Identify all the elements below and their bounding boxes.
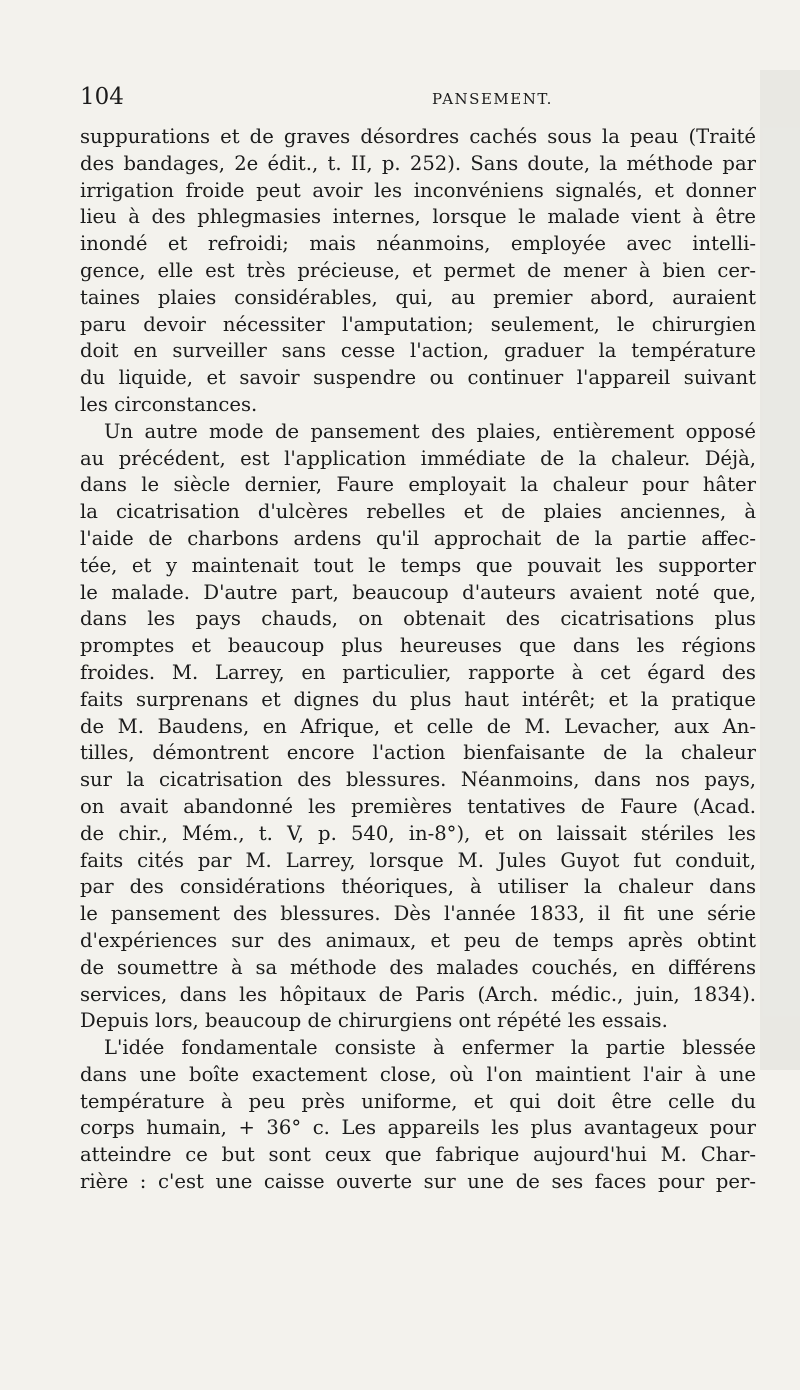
text-line: inondé et refroidi; mais néanmoins, employée avec intelli- (80, 232, 756, 256)
text-line: services, dans les hôpitaux de Paris (Arch. médic., juin, 1834). (80, 982, 756, 1006)
text-line: dans une boîte exactement close, où l'on maintient l'air à une (80, 1062, 756, 1086)
page-number: 104 (80, 84, 124, 110)
text-line: atteindre ce but sont ceux que fabrique aujourd'hui M. Char- (80, 1143, 756, 1167)
show-through-shadow (760, 70, 800, 1070)
text-line: rière : c'est une caisse ouverte sur une de ses faces pour per- (80, 1170, 756, 1194)
text-line: dans le siècle dernier, Faure employait la chaleur pour hâter (80, 473, 756, 497)
text-line: doit en surveiller sans cesse l'action, graduer la température (80, 339, 756, 363)
text-line: du liquide, et savoir suspendre ou continuer l'appareil suivant (80, 366, 756, 390)
text-line: faits cités par M. Larrey, lorsque M. Jules Guyot fut conduit, (80, 848, 756, 872)
text-line: Un autre mode de pansement des plaies, entièrement opposé (104, 419, 756, 443)
text-line: L'idée fondamentale consiste à enfermer la partie blessée (104, 1036, 756, 1060)
text-line: tée, et y maintenait tout le temps que pouvait les supporter (80, 553, 756, 577)
text-line: sur la cicatrisation des blessures. Néanmoins, dans nos pays, (80, 768, 756, 792)
text-line: le pansement des blessures. Dès l'année 1833, il fit une série (80, 902, 756, 926)
text-line: d'expériences sur des animaux, et peu de temps après obtint (80, 928, 756, 952)
text-line: de M. Baudens, en Afrique, et celle de M. Levacher, aux An- (80, 714, 756, 738)
page-header (80, 84, 756, 114)
text-line: irrigation froide peut avoir les inconvéniens signalés, et donner (80, 178, 756, 202)
text-line: taines plaies considérables, qui, au premier abord, auraient (80, 285, 756, 309)
text-line: de chir., Mém., t. V, p. 540, in-8°), et on laissait stériles les (80, 821, 756, 845)
text-line: Depuis lors, beaucoup de chirurgiens ont répété les essais. (80, 1009, 668, 1033)
body-text (80, 124, 756, 1196)
text-line: l'aide de charbons ardens qu'il approchait de la partie affec- (80, 526, 756, 550)
text-line: froides. M. Larrey, en particulier, rapporte à cet égard des (80, 660, 756, 684)
text-line: gence, elle est très précieuse, et permet de mener à bien cer- (80, 258, 756, 282)
text-line: au précédent, est l'application immédiate de la chaleur. Déjà, (80, 446, 756, 470)
text-line: corps humain, + 36° c. Les appareils les plus avantageux pour (80, 1116, 756, 1140)
text-line: tilles, démontrent encore l'action bienfaisante de la chaleur (80, 741, 756, 765)
text-line: lieu à des phlegmasies internes, lorsque le malade vient à être (80, 205, 756, 229)
text-line: suppurations et de graves désordres cachés sous la peau (Traité (80, 125, 756, 148)
text-line: température à peu près uniforme, et qui doit être celle du (80, 1089, 756, 1113)
text-line: de soumettre à sa méthode des malades couchés, en différens (80, 955, 756, 979)
text-line: les circonstances. (80, 392, 258, 416)
text-line: le malade. D'autre part, beaucoup d'auteurs avaient noté que, (80, 580, 756, 604)
text-line: la cicatrisation d'ulcères rebelles et de plaies anciennes, à (80, 500, 756, 524)
text-line: on avait abandonné les premières tentatives de Faure (Acad. (80, 794, 756, 818)
text-line: paru devoir nécessiter l'amputation; seulement, le chirurgien (80, 312, 756, 336)
text-line: dans les pays chauds, on obtenait des cicatrisations plus (80, 607, 756, 631)
text-line: promptes et beaucoup plus heureuses que dans les régions (80, 634, 756, 658)
text-line: par des considérations théoriques, à utiliser la chaleur dans (80, 875, 756, 899)
text-line: faits surprenans et dignes du plus haut intérêt; et la pratique (80, 687, 756, 711)
running-head: PANSEMENT. (432, 90, 553, 108)
text-line: des bandages, 2e édit., t. II, p. 252). Sans doute, la méthode par (80, 151, 756, 175)
